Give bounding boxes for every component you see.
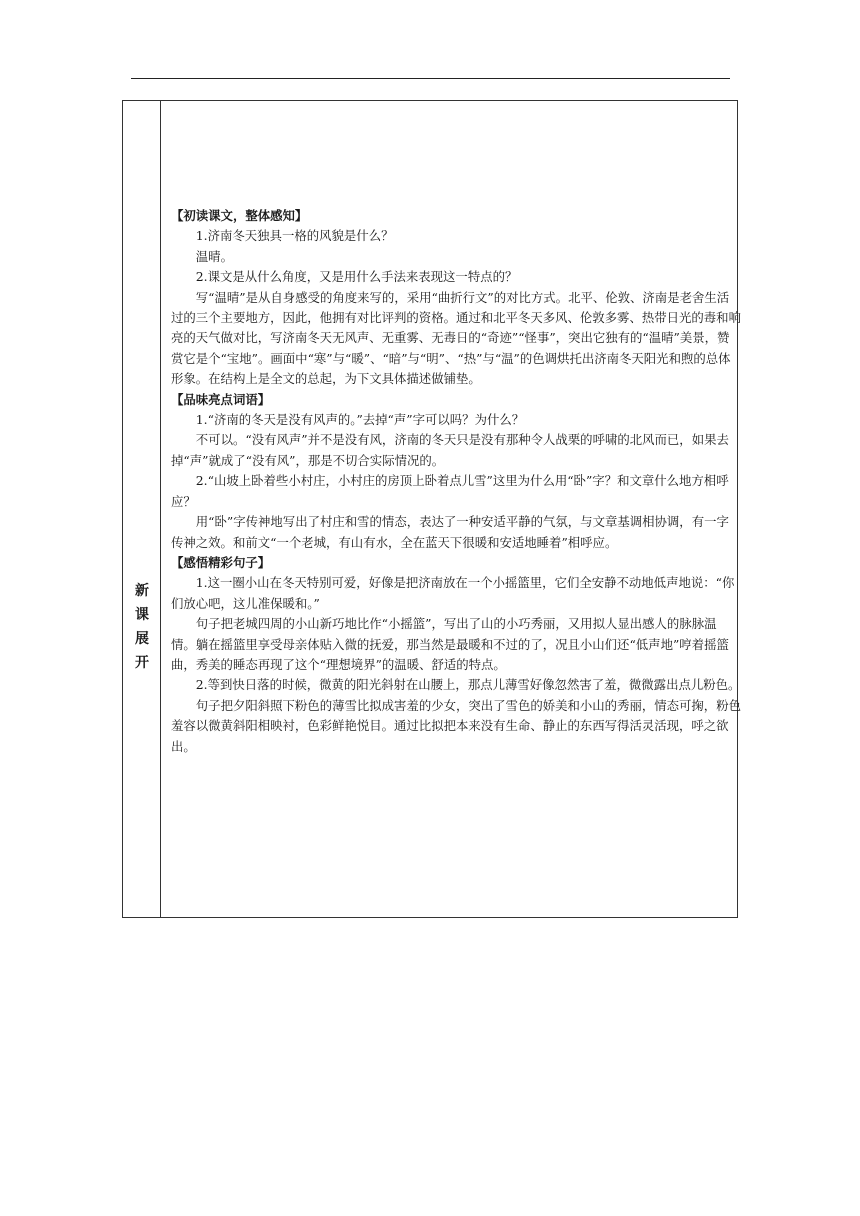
paragraph: 句子把老城四周的小山新巧地比作“小摇篮”，写出了山的小巧秀丽，又用拟人显出感人的脉脉温情。躺在摇篮里享受母亲体贴入微的抚爱，那当然是最暖和不过的了，况且小山们还“低声地”哼着摇篮曲，秀美的睡态再现了这个“理想境界”的温暖、舒适的特点。 (171, 616, 729, 672)
section-label-char: 新 (135, 583, 149, 599)
section-label-char: 开 (135, 655, 149, 671)
paragraph: 不可以。“没有风声”并不是没有风，济南的冬天只是没有那种令人战栗的呼啸的北风而已，如果去掉“声”就成了“没有风”，那是不切合实际情况的。 (171, 432, 729, 468)
paragraph: 1.“济南的冬天是没有风声的。”去掉“声”字可以吗？为什么？ (195, 412, 525, 428)
section-heading: 【感悟精彩句子】 (171, 554, 271, 570)
paragraph: 2.课文是从什么角度，又是用什么手法来表现这一特点的？ (195, 269, 518, 285)
paragraph: 句子把夕阳斜照下粉色的薄雪比拟成害羞的少女，突出了雪色的娇美和小山的秀丽，情态可掬，粉色羞容以微黄斜阳相映衬，色彩鲜艳悦目。通过比拟把本来没有生命、静止的东西写得活灵活现，呼之欲出。 (171, 697, 741, 754)
paragraph: 1.这一圈小山在冬天特别可爱，好像是把济南放在一个小摇篮里，它们全安静不动地低声地说：“你们放心吧，这儿准保暖和。” (171, 575, 735, 611)
section-label-cell (123, 101, 161, 917)
paragraph: 2.等到快日落的时候，微黄的阳光斜射在山腰上，那点儿薄雪好像忽然害了羞，微微露出点儿粉色。 (195, 677, 741, 693)
paragraph: 写“温晴”是从自身感受的角度来写的，采用“曲折行文”的对比方式。北平、伦敦、济南是老舍生活过的三个主要地方，因此，他拥有对比评判的资格。通过和北平冬天多风、伦敦多雾、热带日光的毒和响亮的天气做对比，写济南冬天无风声、无重雾、无毒日的“奇迹”“怪事”，突出它独有的“温晴”美景，赞赏它是个“宝地”。画面中“寒”与“暖”、“暗”与“明”、“热”与“温”的色调烘托出济南冬天阳光和煦的总体形象。在结构上是全文的总起，为下文具体描述做铺垫。 (171, 289, 741, 387)
section-label-char: 课 (135, 607, 149, 623)
header-rule (131, 78, 730, 79)
paragraph: 用“卧”字传神地写出了村庄和雪的情态，表达了一种安适平静的气氛，与文章基调相协调，有一字传神之效。和前文“一个老城，有山有水，全在蓝天下很暖和安适地睡着”相呼应。 (171, 514, 729, 550)
paragraph: 温晴。 (195, 248, 233, 264)
content-cell (161, 101, 741, 917)
section-heading: 【品味亮点词语】 (171, 391, 271, 407)
paragraph: 2.“山坡上卧着些小村庄，小村庄的房顶上卧着点儿雪”这里为什么用“卧”字？和文章什么地方相呼应？ (171, 473, 729, 509)
paragraph: 1.济南冬天独具一格的风貌是什么？ (195, 228, 394, 244)
section-heading: 【初读课文，整体感知】 (171, 208, 308, 223)
content-text (171, 206, 741, 757)
section-label-char: 展 (135, 631, 149, 647)
section-label (123, 579, 161, 675)
lesson-table (122, 100, 741, 918)
